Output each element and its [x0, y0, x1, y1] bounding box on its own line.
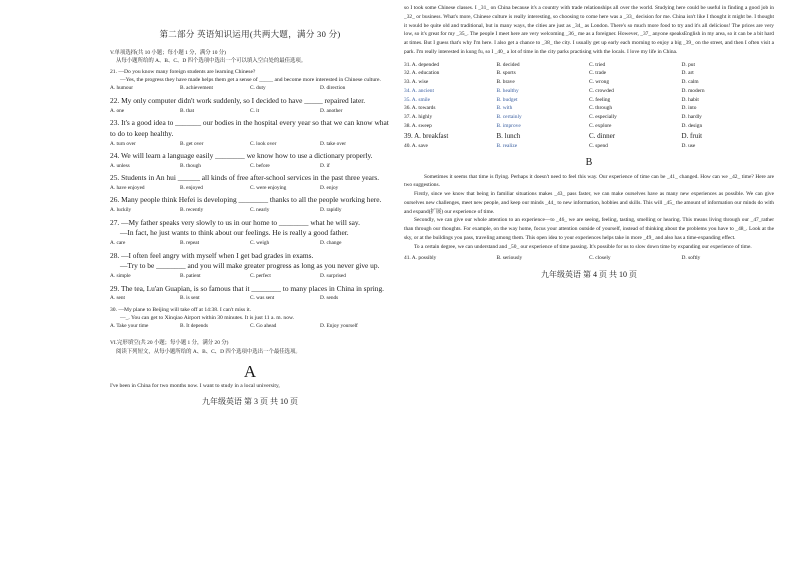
answer-option: C. nearly	[250, 207, 270, 214]
answer-option: C. trade	[589, 70, 607, 77]
answer-option: B. improve	[496, 122, 521, 129]
answer-option: C. it	[250, 107, 260, 114]
answer-option: B. repeat	[180, 240, 200, 247]
answer-option: B. that	[180, 107, 195, 114]
answer-option: A. humour	[110, 85, 133, 92]
answer-option: C. look over	[250, 140, 277, 147]
passage-b-paragraph: Firstly, since we know that being in familiar situations makes _43_ pass faster, we can make ourselves have as many new experiences as possible. We can give ourselves new challenges, meet new people, and keep our minds _44_ to new information, hobbies and skills. This will _45_ the amount of information our minds do with and expand(扩展) our experience of time.	[404, 191, 774, 215]
answer-option: A. unless	[110, 162, 130, 169]
question-options	[110, 206, 390, 214]
page-footer-right: 九年级英语 第 4 页 共 10 页	[541, 270, 637, 280]
answer-option: B. lunch	[496, 131, 521, 140]
option-row-37	[404, 113, 774, 122]
question-23	[110, 118, 390, 148]
option-row-38	[404, 122, 774, 131]
passage-a-label: A	[243, 361, 257, 381]
question-21	[110, 68, 390, 93]
question-options	[110, 84, 390, 92]
question-26	[110, 195, 390, 214]
answer-option: D. habit	[681, 96, 699, 103]
answer-option: D. enjoy	[320, 184, 339, 191]
option-row-34	[404, 87, 774, 96]
section-vi-title: VI.完形填空(共 20 小题；每小题 1 分，满分 20 分)	[110, 340, 229, 347]
answer-option: 34. A. ancient	[404, 87, 434, 94]
answer-option: C. through	[589, 105, 613, 112]
answer-option: B. brave	[496, 79, 515, 85]
answer-option: B. get over	[180, 140, 204, 147]
answer-option: D. take over	[320, 140, 347, 147]
question-options	[110, 184, 390, 192]
option-row-36	[404, 104, 774, 113]
answer-option: C. closely	[589, 255, 611, 262]
answer-option: D. modern	[681, 87, 705, 94]
answer-option: B. budget	[496, 96, 518, 103]
answer-option: C. wrong	[589, 79, 610, 85]
question-stem: 23. It's a good idea to _______ our bodies in the hospital every year so that we can know what to do to keep healthy.	[110, 118, 389, 138]
answer-option: B. It depends	[180, 322, 209, 329]
answer-option: D. hardly	[681, 114, 702, 120]
option-row-35	[404, 96, 774, 105]
option-row-33	[404, 78, 774, 87]
answer-option: A. one	[110, 107, 125, 114]
answer-option: B. realize	[496, 142, 518, 149]
section-v-instructions: 从每小题所给的 A、B、C、D 四个选项中选出一个可以填入空白处的最佳选项。	[116, 58, 307, 65]
answer-option: A. care	[110, 240, 126, 247]
right-column	[404, 0, 774, 280]
answer-option: C. tried	[589, 61, 606, 68]
answer-option: B. though	[180, 162, 201, 169]
answer-option: 41. A. possibly	[404, 255, 437, 262]
answer-option: 32. A. education	[404, 70, 440, 77]
answer-option: B. enjoyed	[180, 184, 203, 191]
answer-option: 36. A. towards	[404, 105, 436, 112]
passage-b-paragraph: To a certain degree, we can understand and _50_ our experience of time passing. It's possible for us to slow down time by expanding our experience of time.	[414, 243, 752, 250]
answer-option: D. surprised	[320, 273, 346, 280]
option-row-31	[404, 61, 774, 70]
question-stem-reply: —Try to be ________ and you will make greater progress as long as you never give up.	[120, 261, 380, 271]
question-stem: 24. We will learn a language easily ________ we know how to use a dictionary properly.	[110, 151, 373, 161]
answer-option: D. put	[681, 61, 695, 68]
answer-option: A. luckily	[110, 207, 132, 214]
answer-option: C. perfect	[250, 273, 271, 280]
passage-b-label: B	[585, 156, 593, 168]
question-24	[110, 151, 390, 170]
answer-option: D. softly	[681, 255, 701, 262]
answer-option: A. Take your time	[110, 322, 149, 329]
question-stem: 26. Many people think Hefei is developing ________ thanks to all the people working here.	[110, 195, 382, 205]
question-28	[110, 251, 390, 281]
answer-option: D. another	[320, 107, 343, 114]
option-row-41	[404, 254, 774, 263]
answer-option: B. certainly	[496, 114, 522, 120]
option-row-39	[404, 131, 774, 142]
cloze-options	[404, 61, 774, 151]
passage-a	[404, 4, 774, 57]
answer-option: A. sent	[110, 295, 126, 302]
answer-option: D. use	[681, 142, 696, 149]
passage-a-first-line: I've been in China for two months now. I want to study in a local university,	[110, 382, 280, 389]
answer-option: D. calm	[681, 79, 699, 85]
answer-option: B. achievement	[180, 85, 213, 92]
answer-option: C. crowded	[589, 87, 614, 94]
answer-option: 33. A. wise	[404, 79, 429, 85]
answer-option: C. spend	[589, 142, 608, 149]
answer-option: C. weigh	[250, 240, 270, 247]
answer-option: 39. A. breakfast	[404, 131, 449, 140]
question-stem: 22. My only computer didn't work suddenly, so I decided to have _____ repaired later.	[110, 95, 366, 105]
question-stem: 30. —My plane to Beijing will take off at 14:38. I can't miss it.	[110, 306, 252, 313]
answer-option: C. was sent	[250, 295, 275, 302]
question-stem: 25. Students in An hui ______ all kinds of free after-school services in the past three years.	[110, 173, 380, 183]
page-footer-left: 九年级英语 第 3 页 共 10 页	[202, 397, 298, 407]
answer-option: C. Go ahead	[250, 322, 277, 329]
question-stem: 28. —I often feel angry with myself when I get bad grades in exams.	[110, 250, 314, 260]
answer-option: B. seriously	[496, 255, 523, 262]
answer-option: B. sports	[496, 70, 516, 77]
answer-option: B. recently	[180, 207, 204, 214]
question-options	[110, 272, 390, 280]
question-22	[110, 96, 390, 115]
answer-option: 31. A. depended	[404, 61, 440, 68]
answer-option: A. simple	[110, 273, 131, 280]
answer-option: C. dinner	[589, 131, 616, 140]
answer-option: D. sends	[320, 295, 339, 302]
answer-option: D. Enjoy yourself	[320, 322, 358, 329]
answer-option: B. patient	[180, 273, 201, 280]
answer-option: C. before	[250, 162, 270, 169]
answer-option: C. especially	[589, 114, 617, 120]
option-row-40	[404, 142, 774, 151]
answer-option: D. into	[681, 105, 697, 112]
answer-option: D. art	[681, 70, 694, 77]
answer-option: B. with	[496, 105, 513, 112]
left-column	[110, 0, 390, 407]
answer-option: C. explore	[589, 122, 612, 129]
answer-option: 40. A. save	[404, 142, 428, 149]
question-options	[110, 140, 390, 148]
question-stem-reply: —In fact, he just wants to think about our feelings. He is really a good father.	[120, 228, 349, 238]
question-options	[110, 107, 390, 115]
option-row-32	[404, 69, 774, 78]
section-title: 第二部分 英语知识运用(共两大题，满分 30 分)	[159, 29, 341, 39]
answer-option: D. design	[681, 122, 703, 129]
passage-b-paragraph: Sometimes it seems that time is flying. Perhaps it doesn't need to feel this way. Our experience of time can be _41_ changed. How can we _42_ time? Here are two suggestions.	[404, 173, 774, 189]
answer-option: 35. A. smile	[404, 96, 431, 103]
question-stem: 29. The tea, Lu'an Guapian, is so famous that it ________ to many places in China in spring.	[110, 283, 384, 293]
answer-option: B. is sent	[180, 295, 200, 302]
answer-option: C. duty	[250, 85, 266, 92]
answer-option: 37. A. highly	[404, 114, 433, 120]
answer-option: D. change	[320, 240, 342, 247]
answer-option: A. turn over	[110, 140, 136, 147]
question-stem-reply: —_. You can get to Xinqiao Airport within 30 minutes. It is just 11 a. m. now.	[120, 314, 295, 321]
question-stem: 27. —My father speaks very slowly to us in our home to ________ what he will say.	[110, 217, 360, 227]
section-vi-instructions: 阅读下列短文，从每小题所给的 A、B、C、D 四个选项中选出一个最佳选项。	[116, 348, 301, 355]
question-options	[110, 239, 390, 247]
passage-a-text: so I took some Chinese classes. I _31_ on China because it's a country with trade relationships all over the world. Studying here could be useful in finding a good job in _32_ or business. What's more, Chinese culture is really interesting, so choosing to come here was a _33_ decision for me. China isn't like I thought it might be. I thought it would be quite old and traditional, but in many ways, the cities are just as _34_ as London. There's so much more food to try and it's all delicious! The prices are very low, so it's great for my _35_. The people I meet here are very welcoming _36_ me as a foreigner. However, _37_ anyone speaksEnglish in my area, so it can be a bit hard at times. But I guess that's why I'm here. I also get a chance to _38_ the city. I usually get up early each morning to enjoy a big _39_ on the street, and then I often visit a park. I'm really interested in kung fu, so I _40_ a lot of time in the city parks practising with the locals. I love my life in China.	[404, 5, 774, 55]
question-30	[110, 306, 390, 331]
answer-option: D. rapidly	[320, 207, 342, 214]
answer-option: C. were enjoying	[250, 184, 287, 191]
answer-option: B. healthy	[496, 87, 519, 94]
question-27	[110, 218, 390, 248]
question-stem: 21. —Do you know many foreign students are learning Chinese?	[110, 69, 256, 76]
passage-b-paragraph: Secondly, we can give our whole attention to an experience—to _46_ we are seeing, feeling, tasting, smelling or hearing. This means living through our _47_rather than through our thoughts. For example, on the way home, focus your attention outside of yourself, instead of thinking about the problems you have to _48_. Look at the sky, or at the buildings you pass, traveling among them. This open idea to your experiences helps take in more _49_ and also has a time-expanding effect.	[404, 217, 774, 241]
question-options	[110, 322, 390, 330]
question-stem-reply: —Yes, the progress they have made helps them get a sense of _____ and become more interested in Chinese culture.	[120, 77, 381, 84]
question-list	[110, 68, 390, 330]
question-options	[110, 162, 390, 170]
question-options	[110, 294, 390, 302]
passage-b	[404, 173, 774, 252]
question-25	[110, 173, 390, 192]
answer-option: 38. A. sweep	[404, 122, 432, 129]
answer-option: D. fruit	[681, 131, 703, 140]
answer-option: D. if	[320, 162, 330, 169]
answer-option: C. feeling	[589, 96, 611, 103]
answer-option: D. direction	[320, 85, 346, 92]
question-29	[110, 284, 390, 303]
answer-option: A. have enjoyed	[110, 184, 145, 191]
section-v-title: V.单项选择(共 10 小题；每小题 1 分，满分 10 分)	[110, 50, 226, 56]
answer-option: B. decided	[496, 61, 520, 68]
